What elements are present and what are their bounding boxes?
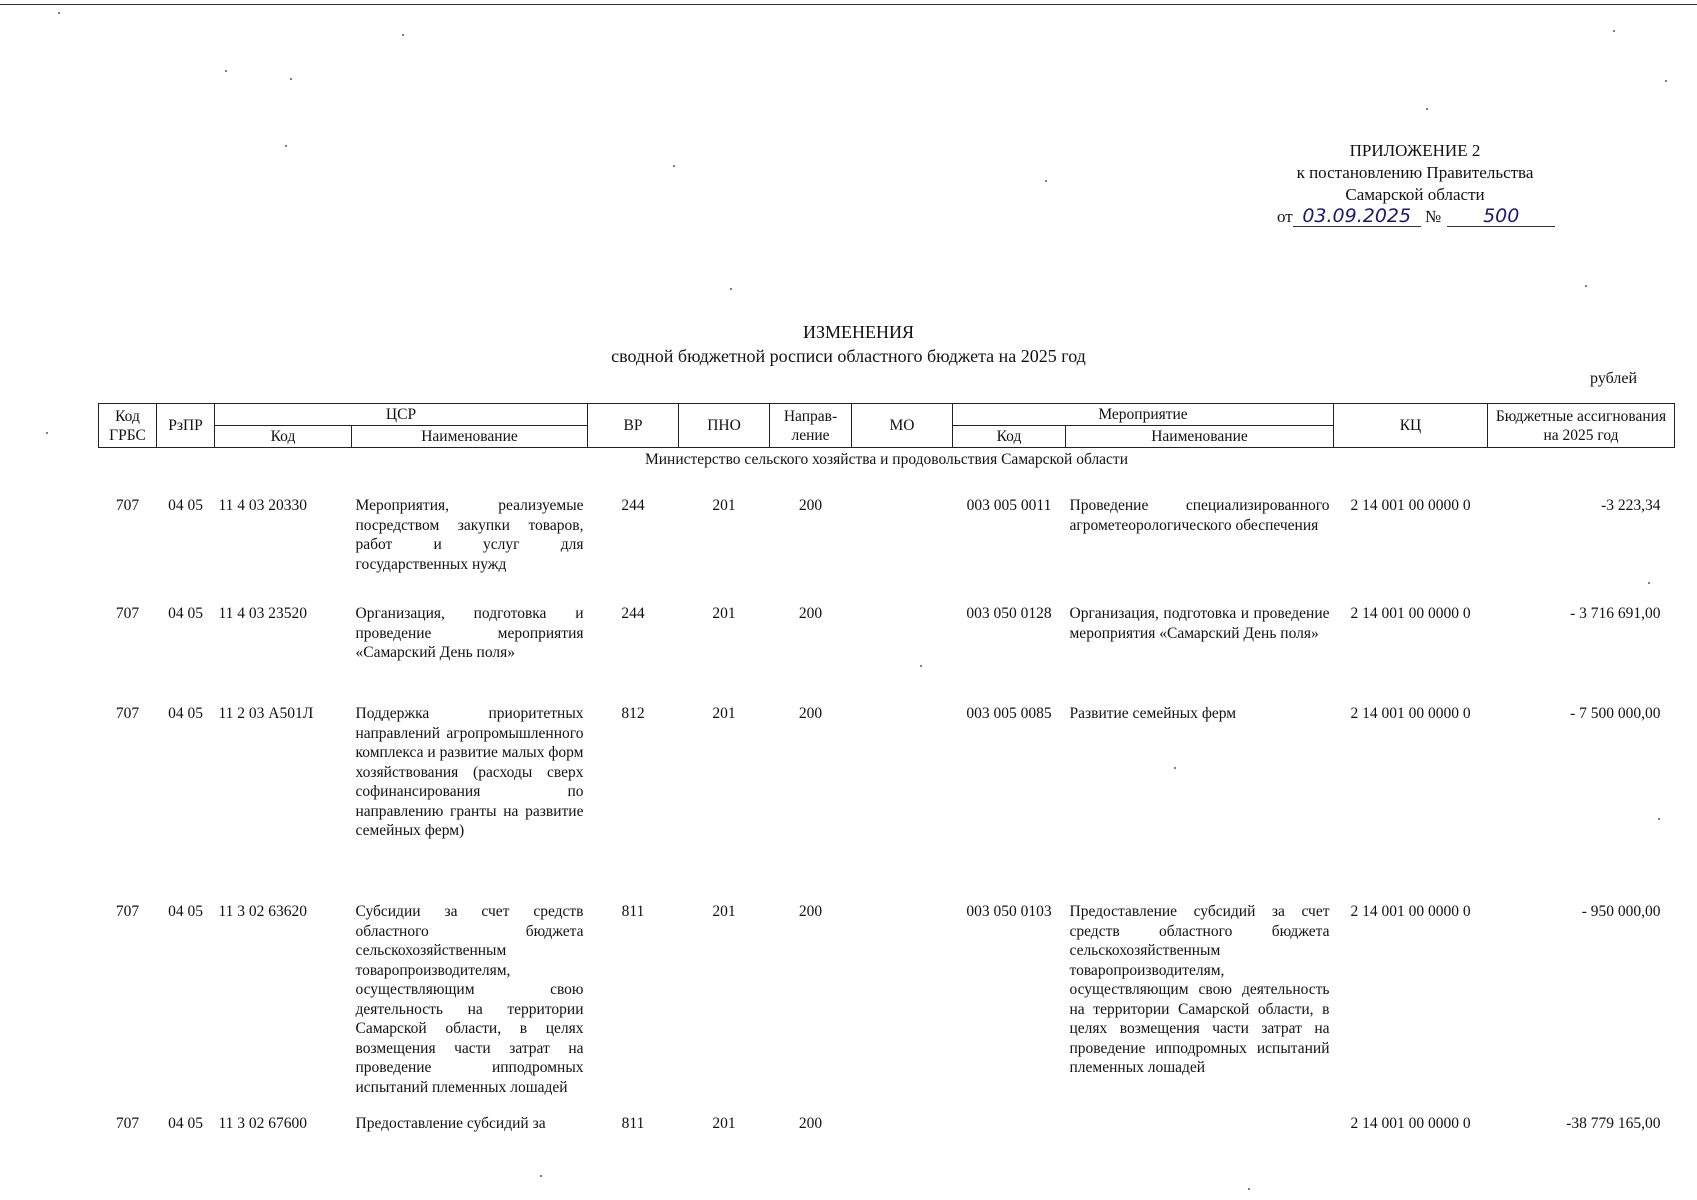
date-prefix: от bbox=[1277, 207, 1293, 226]
scan-speck bbox=[1248, 1188, 1250, 1190]
cell-pno: 201 bbox=[712, 903, 736, 920]
cell-rzpr: 04 05 bbox=[168, 1115, 203, 1132]
cell-vr: 244 bbox=[621, 605, 645, 622]
cell-direction: 200 bbox=[798, 903, 823, 920]
scan-speck bbox=[1665, 80, 1667, 82]
table-row bbox=[99, 474, 1675, 604]
cell-grbs: 707 bbox=[115, 1115, 140, 1132]
cell-vr: 244 bbox=[621, 497, 645, 514]
budget-changes-table bbox=[98, 403, 1675, 1154]
cell-vr: 811 bbox=[621, 903, 645, 920]
cell-event-name: Организация, подготовка и проведение мероприятия «Самарский День поля» bbox=[1069, 605, 1330, 642]
cell-grbs: 707 bbox=[115, 497, 140, 514]
cell-direction: 200 bbox=[798, 1115, 823, 1132]
cell-mo bbox=[852, 704, 953, 902]
scan-speck bbox=[1613, 30, 1615, 32]
cell-vr: 812 bbox=[621, 705, 645, 722]
cell-csr-code: 11 2 03 А501Л bbox=[218, 705, 314, 722]
appendix-line-1: к постановлению Правительства bbox=[1296, 163, 1534, 182]
cell-kc: 2 14 001 00 0000 0 bbox=[1350, 497, 1471, 514]
header-vr: ВР bbox=[588, 404, 679, 448]
scan-speck bbox=[46, 432, 48, 434]
scan-speck bbox=[1426, 108, 1428, 110]
header-event: Мероприятие bbox=[953, 404, 1334, 426]
cell-kc: 2 14 001 00 0000 0 bbox=[1350, 705, 1471, 722]
cell-csr-code: 11 3 02 67600 bbox=[218, 1115, 308, 1132]
cell-mo bbox=[852, 604, 953, 704]
appendix-date-row bbox=[1277, 206, 1580, 228]
header-kc: КЦ bbox=[1334, 404, 1488, 448]
cell-event-name bbox=[1066, 1114, 1334, 1154]
handwritten-date: 03.09.2025 bbox=[1293, 206, 1421, 227]
cell-csr-code: 11 4 03 23520 bbox=[218, 605, 308, 622]
cell-pno: 201 bbox=[712, 497, 736, 514]
document-title: ИЗМЕНЕНИЯ bbox=[802, 322, 914, 342]
cell-amount: -38 779 165,00 bbox=[1566, 1115, 1661, 1132]
cell-csr-name: Предоставление субсидий за bbox=[355, 1115, 546, 1132]
header-allocations: Бюджетные ассигнования на 2025 год bbox=[1488, 404, 1675, 448]
header-event-code: Код bbox=[953, 426, 1066, 448]
cell-amount: - 7 500 000,00 bbox=[1570, 705, 1661, 722]
table-row bbox=[99, 1114, 1675, 1154]
header-pno: ПНО bbox=[679, 404, 770, 448]
cell-event-name: Развитие семейных ферм bbox=[1069, 705, 1237, 722]
document-title-block bbox=[0, 320, 1697, 368]
cell-csr-name: Организация, подготовка и проведение мероприятия «Самарский День поля» bbox=[355, 605, 584, 661]
cell-event-name: Предоставление субсидий за счет средств областного бюджета сельскохозяйственным товаропроизводителям, осуществляющим свою деятельность на территории Самарской области, в целях возмещения части затрат на проведение ипподромных испытаний племенных лошадей bbox=[1069, 903, 1330, 1076]
cell-pno: 201 bbox=[712, 1115, 736, 1132]
table-row bbox=[99, 604, 1675, 704]
cell-amount: -3 223,34 bbox=[1601, 497, 1661, 514]
cell-kc: 2 14 001 00 0000 0 bbox=[1350, 605, 1471, 622]
header-direction: Направ-ление bbox=[770, 404, 852, 448]
appendix-title: ПРИЛОЖЕНИЕ 2 bbox=[1349, 141, 1481, 160]
cell-event-name: Проведение специализированного агрометеорологического обеспечения bbox=[1069, 497, 1330, 534]
cell-direction: 200 bbox=[798, 497, 823, 514]
cell-event-code: 003 050 0128 bbox=[966, 605, 1052, 622]
handwritten-number: 500 bbox=[1447, 206, 1555, 227]
cell-vr: 811 bbox=[621, 1115, 645, 1132]
cell-event-code: 003 050 0103 bbox=[966, 903, 1052, 920]
ministry-row bbox=[99, 448, 1675, 475]
cell-direction: 200 bbox=[798, 705, 823, 722]
header-event-name: Наименование bbox=[1066, 426, 1334, 448]
cell-pno: 201 bbox=[712, 605, 736, 622]
appendix-line-2: Самарской области bbox=[1345, 185, 1485, 204]
scan-speck bbox=[290, 78, 292, 80]
cell-event-code: 003 005 0011 bbox=[966, 497, 1052, 514]
document-subtitle: сводной бюджетной росписи областного бюджета на 2025 год bbox=[611, 346, 1086, 366]
cell-grbs: 707 bbox=[115, 705, 140, 722]
cell-csr-code: 11 4 03 20330 bbox=[218, 497, 308, 514]
cell-rzpr: 04 05 bbox=[168, 705, 203, 722]
cell-csr-name: Поддержка приоритетных направлений агропромышленного комплекса и развитие малых форм хозяйствования (расходы сверх софинансирования по направлению гранты на развитие семейных ферм) bbox=[355, 705, 584, 839]
scan-speck bbox=[225, 70, 227, 72]
cell-amount: - 950 000,00 bbox=[1581, 903, 1661, 920]
cell-rzpr: 04 05 bbox=[168, 497, 203, 514]
cell-kc: 2 14 001 00 0000 0 bbox=[1350, 1115, 1471, 1132]
header-csr: ЦСР bbox=[215, 404, 588, 426]
header-rzpr: РзПР bbox=[157, 404, 215, 448]
scan-speck bbox=[1045, 180, 1047, 182]
scan-speck bbox=[1585, 285, 1587, 287]
ministry-name: Министерство сельского хозяйства и продовольствия Самарской области bbox=[644, 451, 1129, 468]
table-row bbox=[99, 704, 1675, 902]
cell-mo bbox=[852, 1114, 953, 1154]
scan-speck bbox=[285, 145, 287, 147]
scan-speck bbox=[402, 34, 404, 36]
cell-csr-name: Мероприятия, реализуемые посредством закупки товаров, работ и услуг для государственных нужд bbox=[355, 497, 584, 573]
top-edge-rule bbox=[0, 4, 1697, 5]
cell-rzpr: 04 05 bbox=[168, 605, 203, 622]
table-row bbox=[99, 902, 1675, 1114]
scan-speck bbox=[673, 165, 675, 167]
cell-csr-code: 11 3 02 63620 bbox=[218, 903, 308, 920]
units-label: рублей bbox=[1590, 370, 1637, 387]
cell-csr-name: Субсидии за счет средств областного бюджета сельскохозяйственным товаропроизводителям, осуществляющим свою деятельность на территории Самарской области, в целях возмещения части затрат на проведение ипподромных испытаний племенных лошадей bbox=[355, 903, 584, 1096]
cell-event-code: 003 005 0085 bbox=[966, 705, 1052, 722]
cell-kc: 2 14 001 00 0000 0 bbox=[1350, 903, 1471, 920]
cell-grbs: 707 bbox=[115, 903, 140, 920]
number-prefix: № bbox=[1424, 207, 1442, 226]
cell-direction: 200 bbox=[798, 605, 823, 622]
scan-speck bbox=[540, 1175, 542, 1177]
header-mo: МО bbox=[852, 404, 953, 448]
cell-mo bbox=[852, 902, 953, 1114]
scan-speck bbox=[730, 288, 732, 290]
cell-rzpr: 04 05 bbox=[168, 903, 203, 920]
appendix-block bbox=[1250, 140, 1580, 228]
cell-event-code bbox=[953, 1114, 1066, 1154]
header-csr-code: Код bbox=[215, 426, 352, 448]
table-header bbox=[99, 404, 1675, 448]
header-grbs: Код ГРБС bbox=[99, 404, 157, 448]
cell-grbs: 707 bbox=[115, 605, 140, 622]
header-csr-name: Наименование bbox=[352, 426, 588, 448]
scan-speck bbox=[58, 12, 60, 14]
cell-mo bbox=[852, 474, 953, 604]
cell-amount: - 3 716 691,00 bbox=[1570, 605, 1661, 622]
cell-pno: 201 bbox=[712, 705, 736, 722]
